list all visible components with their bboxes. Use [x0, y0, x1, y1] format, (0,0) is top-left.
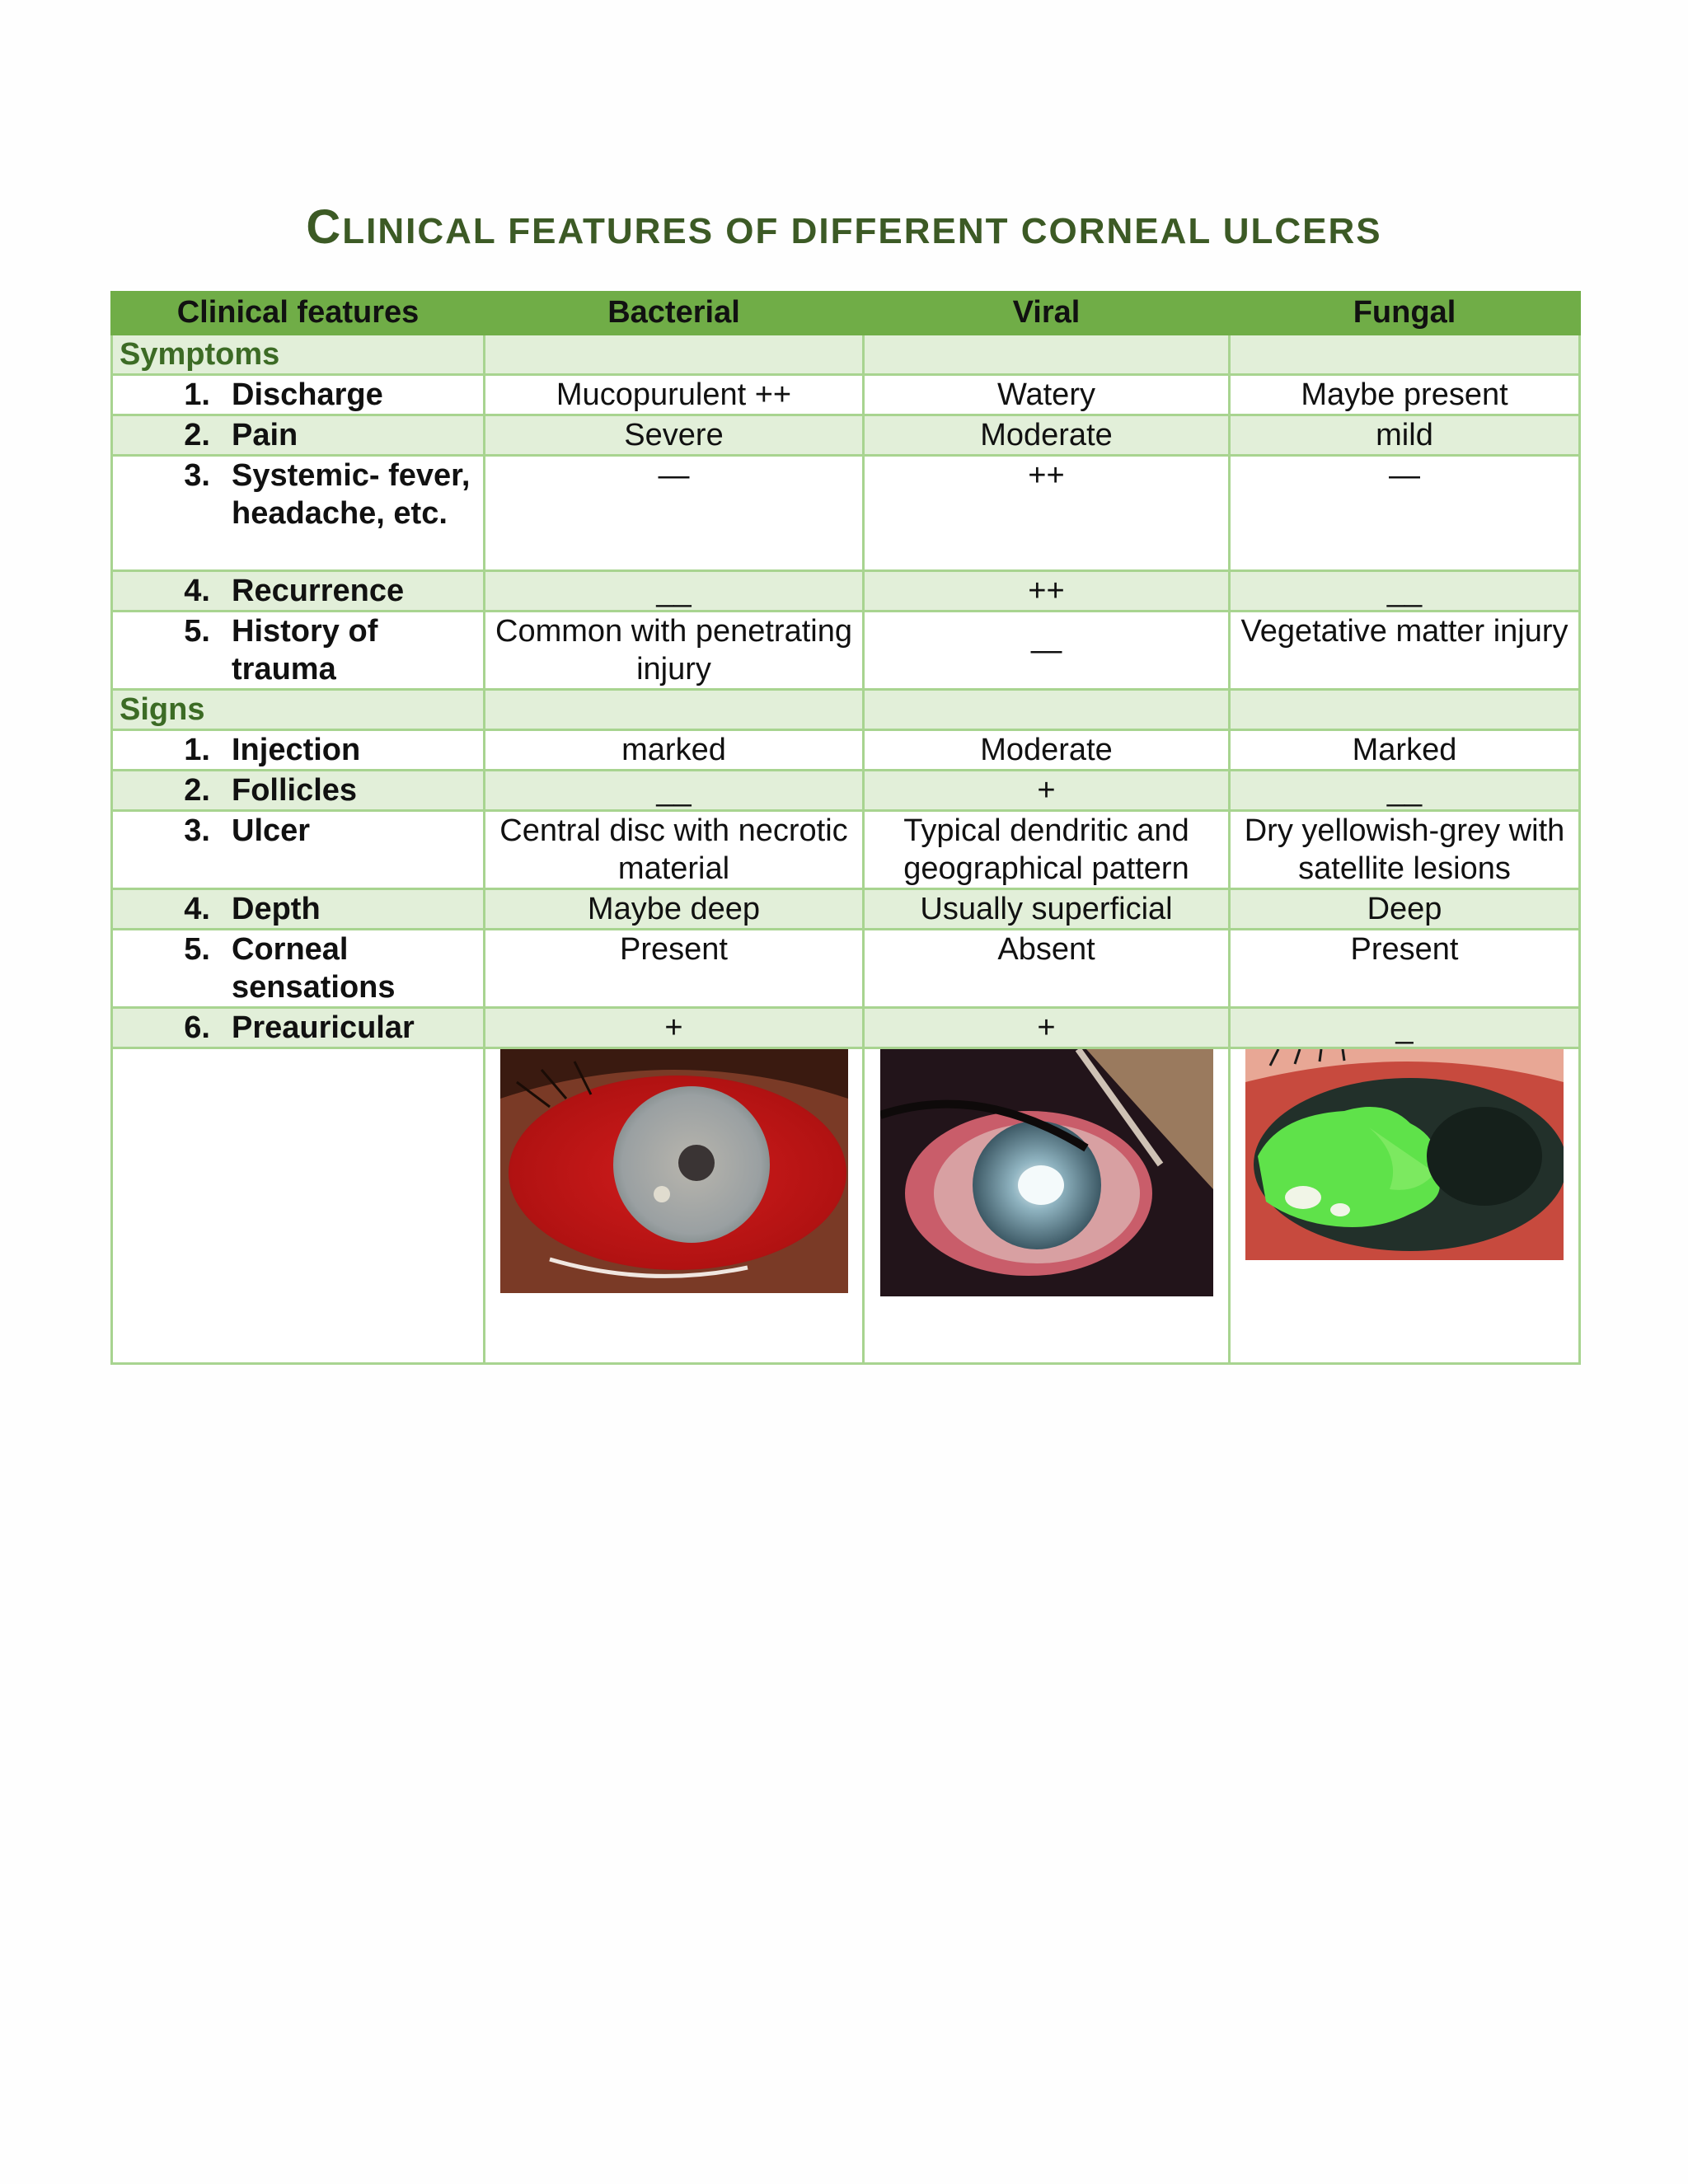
bacterial-ulcer-eye-photo — [500, 1049, 848, 1293]
viral-cell: Absent — [864, 930, 1230, 1008]
viral-cell: Usually superficial — [864, 889, 1230, 930]
bacterial-cell: __ — [485, 771, 864, 811]
header-cell: Viral — [864, 293, 1230, 335]
table-row — [112, 415, 1580, 456]
fungal-cell: __ — [1230, 571, 1580, 612]
feature-cell: 5. History of trauma — [112, 612, 485, 690]
viral-cell: Moderate — [864, 415, 1230, 456]
table-row — [112, 571, 1580, 612]
feature-cell: 1. Discharge — [112, 375, 485, 415]
table-row — [112, 1008, 1580, 1048]
table-row — [112, 375, 1580, 415]
fungal-ulcer-eye-photo — [1245, 1049, 1564, 1260]
bacterial-cell: Mucopurulent ++ — [485, 375, 864, 415]
bacterial-cell: marked — [485, 730, 864, 771]
table-row — [112, 730, 1580, 771]
page-title: CLINICAL FEATURES OF DIFFERENT CORNEAL ULCERS — [306, 200, 1382, 254]
header-cell: Fungal — [1230, 293, 1580, 335]
table-row — [112, 612, 1580, 690]
fungal-cell: Deep — [1230, 889, 1580, 930]
table-row — [112, 456, 1580, 571]
feature-cell: 4. Recurrence — [112, 571, 485, 612]
fungal-cell: — — [1230, 456, 1580, 571]
viral-cell: + — [864, 1008, 1230, 1048]
table-row — [112, 771, 1580, 811]
table-header-row — [112, 293, 1580, 335]
viral-cell: ++ — [864, 571, 1230, 612]
section-row-signs — [112, 690, 1580, 730]
bacterial-cell: Severe — [485, 415, 864, 456]
header-cell: Bacterial — [485, 293, 864, 335]
viral-cell: ++ — [864, 456, 1230, 571]
fungal-image-cell — [1230, 1048, 1580, 1364]
bacterial-cell: Common with penetrating injury — [485, 612, 864, 690]
fungal-cell: __ — [1230, 771, 1580, 811]
viral-cell: Moderate — [864, 730, 1230, 771]
viral-cell: — — [864, 612, 1230, 690]
table-row — [112, 930, 1580, 1008]
section-label: Symptoms — [112, 335, 485, 375]
header-cell: Clinical features — [112, 293, 485, 335]
bacterial-cell: Maybe deep — [485, 889, 864, 930]
fungal-cell: Maybe present — [1230, 375, 1580, 415]
viral-cell: + — [864, 771, 1230, 811]
bacterial-cell: + — [485, 1008, 864, 1048]
corneal-ulcer-table — [110, 291, 1581, 1365]
bacterial-cell: — — [485, 456, 864, 571]
fungal-cell: Marked — [1230, 730, 1580, 771]
fungal-cell: Vegetative matter injury — [1230, 612, 1580, 690]
bacterial-cell: Central disc with necrotic material — [485, 811, 864, 889]
section-label: Signs — [112, 690, 485, 730]
feature-cell: 2. Pain — [112, 415, 485, 456]
table-row — [112, 889, 1580, 930]
viral-image-cell — [864, 1048, 1230, 1364]
viral-cell: Typical dendritic and geographical pattern — [864, 811, 1230, 889]
feature-cell: 5. Corneal sensations — [112, 930, 485, 1008]
viral-ulcer-eye-photo — [880, 1049, 1213, 1296]
feature-cell: 3. Systemic- fever, headache, etc. — [112, 456, 485, 571]
fungal-cell: Present — [1230, 930, 1580, 1008]
section-row-symptoms — [112, 335, 1580, 375]
bacterial-cell: __ — [485, 571, 864, 612]
feature-cell: 3. Ulcer — [112, 811, 485, 889]
image-row — [112, 1048, 1580, 1364]
bacterial-cell: Present — [485, 930, 864, 1008]
feature-cell: 6. Preauricular — [112, 1008, 485, 1048]
fungal-cell: mild — [1230, 415, 1580, 456]
fungal-cell: Dry yellowish-grey with satellite lesions — [1230, 811, 1580, 889]
fungal-cell: _ — [1230, 1008, 1580, 1048]
feature-cell: 2. Follicles — [112, 771, 485, 811]
bacterial-image-cell — [485, 1048, 864, 1364]
feature-cell: 1. Injection — [112, 730, 485, 771]
feature-cell: 4. Depth — [112, 889, 485, 930]
table-row — [112, 811, 1580, 889]
viral-cell: Watery — [864, 375, 1230, 415]
